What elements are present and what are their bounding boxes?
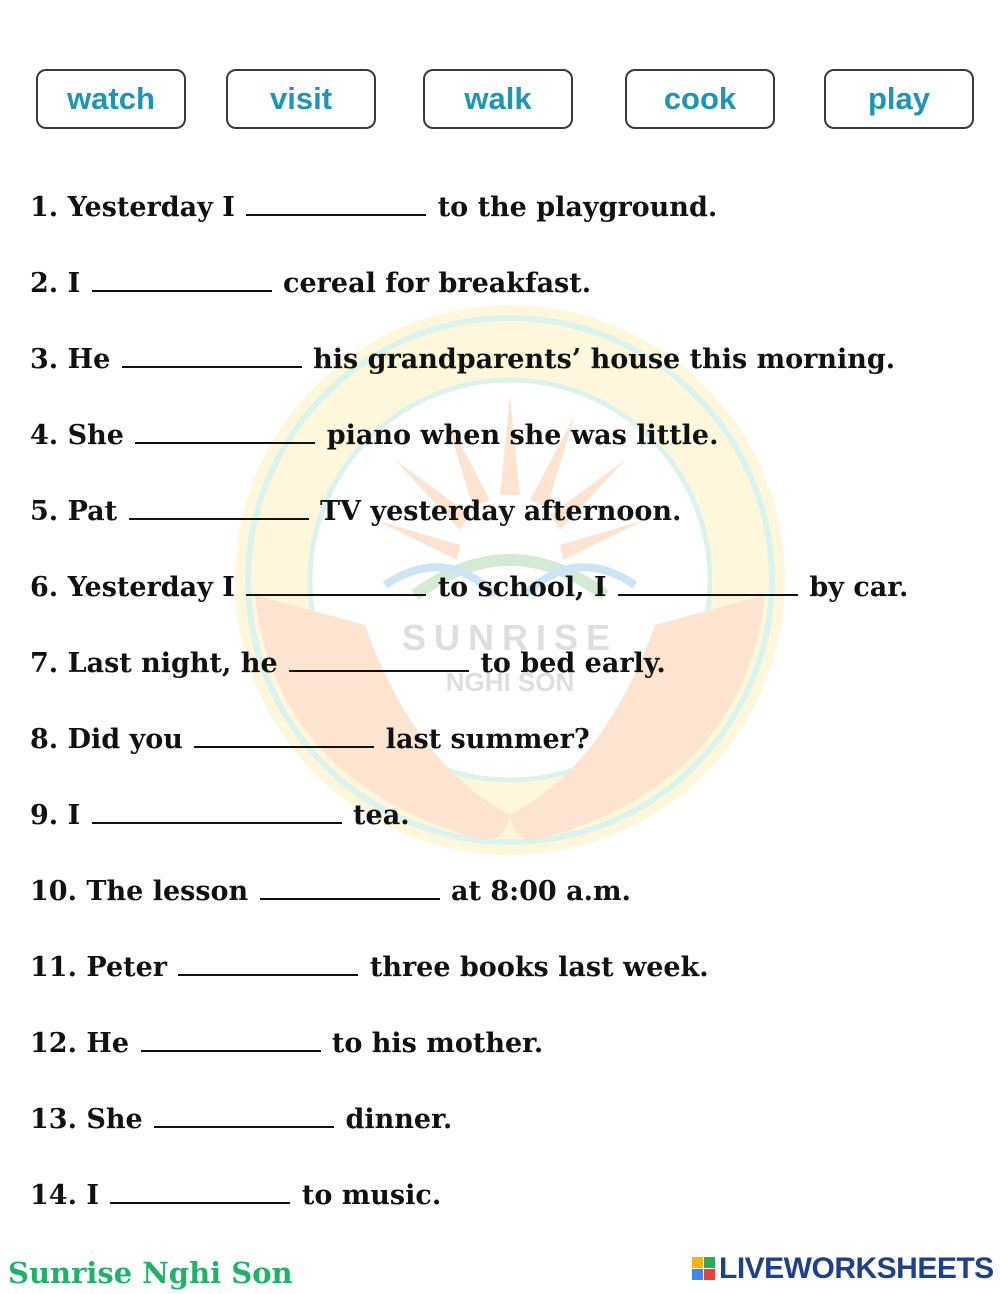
question-12 <box>30 1022 990 1098</box>
answer-blank[interactable] <box>289 642 469 672</box>
word-bank-item-play[interactable]: play <box>824 69 974 129</box>
answer-blank[interactable] <box>246 566 426 596</box>
question-4 <box>30 414 990 490</box>
question-14 <box>30 1174 990 1250</box>
question-8 <box>30 718 990 794</box>
answer-blank[interactable] <box>178 946 358 976</box>
question-7 <box>30 642 990 718</box>
question-10 <box>30 870 990 946</box>
question-text: to music. <box>301 1180 442 1211</box>
question-number: 5. <box>30 496 59 527</box>
question-text: I <box>67 800 81 831</box>
word-bank-item-cook[interactable]: cook <box>625 69 775 129</box>
question-text: last summer? <box>385 724 590 755</box>
question-text: I <box>86 1180 100 1211</box>
question-number: 7. <box>30 648 59 679</box>
question-text: by car. <box>809 572 909 603</box>
answer-blank[interactable] <box>110 1174 290 1204</box>
question-text: cereal for breakfast. <box>283 268 592 299</box>
question-text: Yesterday I <box>67 192 235 223</box>
question-text: his grandparents’ house this morning. <box>313 344 896 375</box>
question-list <box>30 186 990 1250</box>
answer-blank[interactable] <box>141 1022 321 1052</box>
question-text: Did you <box>67 724 183 755</box>
question-11 <box>30 946 990 1022</box>
word-bank-item-watch[interactable]: watch <box>36 69 186 129</box>
answer-blank[interactable] <box>92 262 272 292</box>
question-number: 14. <box>30 1180 77 1211</box>
question-2 <box>30 262 990 338</box>
question-text: He <box>67 344 111 375</box>
question-number: 8. <box>30 724 59 755</box>
question-text: to the playground. <box>437 192 718 223</box>
question-text: Last night, he <box>67 648 278 679</box>
question-number: 4. <box>30 420 59 451</box>
question-number: 1. <box>30 192 59 223</box>
question-text: Peter <box>86 952 168 983</box>
question-6 <box>30 566 990 642</box>
question-text: to bed early. <box>480 648 666 679</box>
answer-blank[interactable] <box>129 490 309 520</box>
question-text: Pat <box>67 496 118 527</box>
question-1 <box>30 186 990 262</box>
question-3 <box>30 338 990 414</box>
question-text: three books last week. <box>369 952 709 983</box>
answer-blank[interactable] <box>154 1098 334 1128</box>
watermark-title: SUNRISE <box>401 617 619 658</box>
footer-brand-right[interactable] <box>692 1252 994 1286</box>
liveworksheets-logo-icon <box>692 1257 716 1281</box>
question-9 <box>30 794 990 870</box>
question-number: 3. <box>30 344 59 375</box>
question-number: 13. <box>30 1104 77 1135</box>
question-text: to his mother. <box>331 1028 544 1059</box>
question-text: She <box>67 420 124 451</box>
word-bank-item-visit[interactable]: visit <box>226 69 376 129</box>
question-text: She <box>86 1104 143 1135</box>
question-text: dinner. <box>345 1104 453 1135</box>
question-text: to school, I <box>437 572 607 603</box>
word-bank <box>0 0 1000 160</box>
question-number: 11. <box>30 952 77 983</box>
answer-blank[interactable] <box>246 186 426 216</box>
question-text: The lesson <box>86 876 249 907</box>
question-text: piano when she was little. <box>326 420 719 451</box>
liveworksheets-wordmark: LIVEWORKSHEETS <box>719 1252 994 1285</box>
question-text: tea. <box>353 800 410 831</box>
question-text: TV yesterday afternoon. <box>319 496 682 527</box>
answer-blank[interactable] <box>122 338 302 368</box>
question-number: 10. <box>30 876 77 907</box>
answer-blank[interactable] <box>135 414 315 444</box>
question-number: 9. <box>30 800 59 831</box>
question-text: I <box>67 268 81 299</box>
answer-blank[interactable] <box>194 718 374 748</box>
question-number: 2. <box>30 268 59 299</box>
question-number: 12. <box>30 1028 77 1059</box>
question-text: He <box>86 1028 130 1059</box>
question-number: 6. <box>30 572 59 603</box>
answer-blank[interactable] <box>260 870 440 900</box>
question-13 <box>30 1098 990 1174</box>
answer-blank[interactable] <box>618 566 798 596</box>
footer-brand-left: Sunrise Nghi Son <box>8 1256 293 1290</box>
word-bank-item-walk[interactable]: walk <box>423 69 573 129</box>
watermark-subtitle: NGHI SON <box>445 667 575 697</box>
question-5 <box>30 490 990 566</box>
answer-blank[interactable] <box>92 794 342 824</box>
question-text: Yesterday I <box>67 572 235 603</box>
question-text: at 8:00 a.m. <box>450 876 631 907</box>
